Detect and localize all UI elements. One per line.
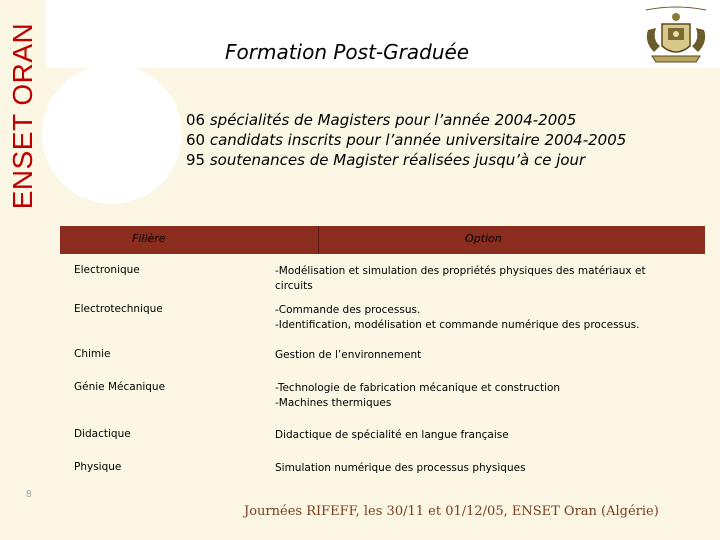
header-divider	[318, 226, 319, 254]
option-line: -Machines thermiques	[275, 397, 392, 409]
option-line: -Identification, modélisation et commande numérique des processus.	[275, 319, 640, 331]
option-line: -Technologie de fabrication mécanique et construction	[275, 382, 561, 394]
option-line: -Commande des processus.	[275, 304, 421, 316]
sidebar	[0, 0, 46, 540]
filiere-cell: Electrotechnique	[74, 303, 163, 315]
page-number: 8	[26, 489, 32, 500]
stat-line	[186, 130, 626, 150]
page-title: Formation Post-Graduée	[225, 40, 470, 64]
column-header-option: Option	[465, 232, 502, 245]
filiere-cell: Electronique	[74, 264, 140, 276]
filiere-cell: Chimie	[74, 348, 111, 360]
stat-number: 95	[186, 151, 206, 169]
stats-block	[186, 110, 626, 170]
option-cell	[275, 348, 705, 363]
option-cell	[275, 264, 705, 294]
stat-line	[186, 110, 626, 130]
option-line: Didactique de spécialité en langue française	[275, 429, 509, 441]
stat-number: 60	[186, 131, 206, 149]
stat-number: 06	[186, 111, 206, 129]
option-line: Simulation numérique des processus physiques	[275, 462, 526, 474]
option-cell	[275, 461, 705, 476]
column-header-filiere: Filière	[132, 232, 166, 245]
filiere-cell: Didactique	[74, 428, 131, 440]
option-cell	[275, 381, 705, 411]
sidebar-label: ENSET ORAN	[7, 22, 38, 210]
filiere-cell: Physique	[74, 461, 122, 473]
option-line: -Modélisation et simulation des propriétés physiques des matériaux et	[275, 265, 646, 277]
institution-logo-icon	[636, 2, 716, 66]
footer-text: Journées RIFEFF, les 30/11 et 01/12/05, ENSET Oran (Algérie)	[244, 504, 659, 519]
option-cell	[275, 428, 705, 443]
stat-text: spécialités de Magisters pour l’année 2004-2005	[205, 111, 577, 129]
stat-text: candidats inscrits pour l’année universitaire 2004-2005	[205, 131, 627, 149]
filiere-cell: Génie Mécanique	[74, 381, 166, 393]
table-header	[60, 226, 705, 254]
option-line: Gestion de l’environnement	[275, 349, 422, 361]
option-line: circuits	[275, 280, 313, 292]
option-cell	[275, 303, 705, 333]
stat-text: soutenances de Magister réalisées jusqu’à ce jour	[205, 151, 586, 169]
stat-line	[186, 150, 626, 170]
decorative-arc	[42, 64, 182, 204]
